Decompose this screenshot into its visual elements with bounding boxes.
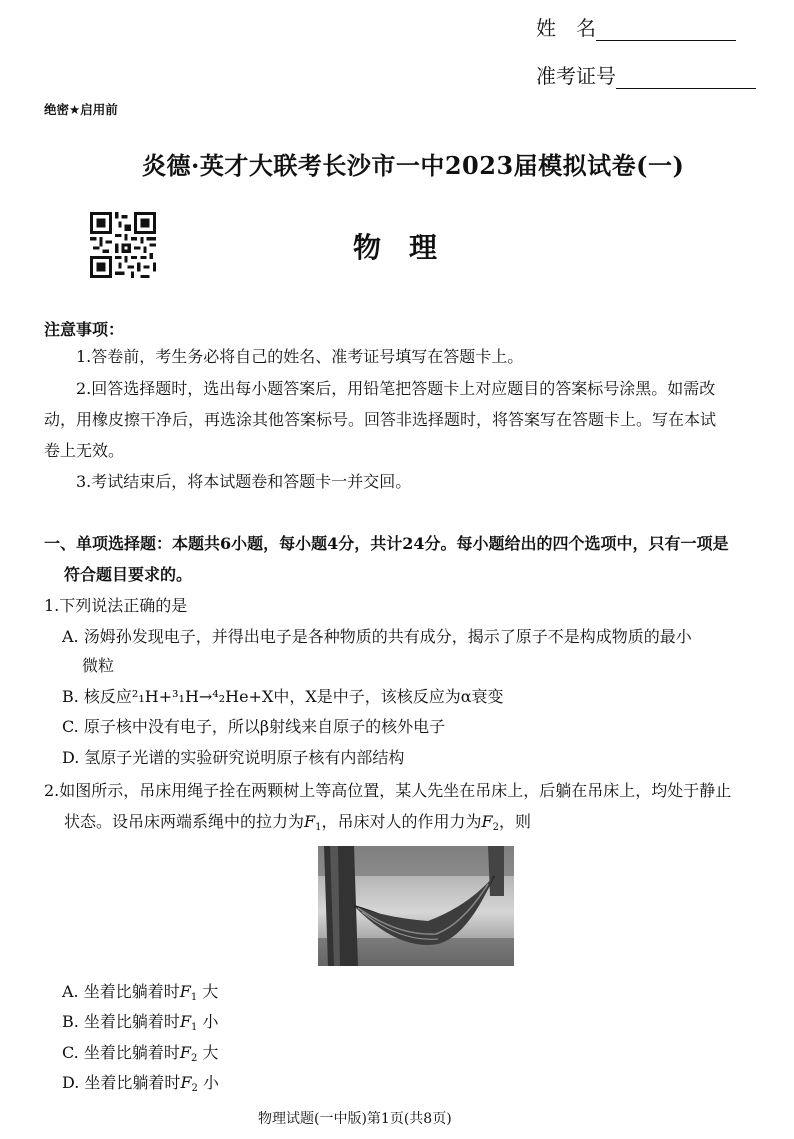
q2-stem-text-mid: ，吊床对人的作用力为 — [321, 812, 482, 831]
force-f2: F — [481, 812, 493, 831]
q2-option-a — [62, 982, 218, 1008]
q2-option-c-end: 大 — [197, 1043, 219, 1062]
q2-option-a-var: F — [179, 982, 191, 1001]
subject-title: 物理 — [353, 231, 466, 264]
confidential-mark: 绝密★启用前 — [44, 102, 118, 117]
name-field — [536, 12, 736, 41]
notes-heading: 注意事项： — [44, 320, 125, 339]
q2-option-c — [62, 1043, 218, 1069]
q2-option-d — [62, 1073, 219, 1099]
q2-option-c-var: F — [179, 1043, 191, 1062]
q2-option-c-text: C. 坐着比躺着时 — [62, 1043, 180, 1062]
q1-option-a: A. 汤姆孙发现电子，并得出电子是各种物质的共有成分，揭示了原子不是构成物质的最小 — [62, 627, 692, 646]
note-item-1: 1.答卷前，考生务必将自己的姓名、准考证号填写在答题卡上。 — [76, 347, 524, 366]
page-footer: 物理试题(一中版)第1页(共8页) — [258, 1111, 452, 1127]
name-label: 姓 名 — [536, 16, 596, 40]
q1-stem: 1.下列说法正确的是 — [44, 596, 188, 615]
q2-stem: 2.如图所示，吊床用绳子拴在两颗树上等高位置，某人先坐在吊床上，后躺在吊床上，均处于静止 — [44, 781, 732, 800]
q2-option-b-var: F — [179, 1012, 192, 1031]
section1-heading: 一、单项选择题：本题共6小题，每小题4分，共计24分。每小题给出的四个选项中，只有一项是 — [44, 534, 729, 553]
section1-heading-cont: 符合题目要求的。 — [64, 565, 193, 584]
note-item-2: 2.回答选择题时，选出每小题答案后，用铅笔把答题卡上对应题目的答案标号涂黑。如需改 — [76, 379, 716, 398]
q2-option-b-sub: 1 — [191, 1022, 198, 1033]
q2-option-a-end: 大 — [197, 982, 219, 1001]
force-f2-sub: 2 — [492, 822, 499, 833]
q1-option-a-cont: 微粒 — [82, 656, 115, 675]
exam-title: 炎德·英才大联考长沙市一中2023届模拟试卷(一) — [142, 151, 685, 180]
name-blank — [596, 18, 736, 41]
q2-option-d-text: D. 坐着比躺着时 — [62, 1073, 181, 1092]
q1-option-d: D. 氢原子光谱的实验研究说明原子核有内部结构 — [62, 748, 405, 767]
q2-stem-text: 状态。设吊床两端系绳中的拉力为 — [64, 812, 305, 831]
q2-stem-cont — [64, 812, 531, 838]
q2-option-a-text: A. 坐着比躺着时 — [62, 982, 180, 1001]
exam-id-field — [536, 60, 756, 89]
q2-option-c-sub: 2 — [190, 1053, 198, 1064]
q2-stem-text-end: ，则 — [499, 812, 532, 831]
q1-option-c: C. 原子核中没有电子，所以β射线来自原子的核外电子 — [62, 717, 446, 736]
q2-option-b-end: 小 — [197, 1012, 219, 1031]
q2-option-d-var: F — [180, 1073, 192, 1092]
q2-option-a-sub: 1 — [190, 992, 198, 1003]
exam-id-blank — [616, 66, 756, 89]
force-f1-sub: 1 — [315, 822, 322, 833]
q2-option-b — [62, 1012, 219, 1038]
force-f1: F — [304, 812, 316, 831]
q2-option-b-text: B. 坐着比躺着时 — [62, 1012, 180, 1031]
qr-code-icon — [90, 212, 156, 282]
note-item-3: 3.考试结束后，将本试题卷和答题卡一并交回。 — [76, 472, 412, 491]
hammock-photo — [318, 846, 514, 966]
q1-option-b: B. 核反应²₁H+³₁H→⁴₂He+X中，X是中子，该核反应为α衰变 — [62, 687, 504, 706]
q2-option-d-sub: 2 — [191, 1083, 198, 1094]
note-item-2-cont: 动，用橡皮擦干净后，再选涂其他答案标号。回答非选择题时，将答案写在答题卡上。写在本试 — [44, 410, 717, 429]
note-item-2-cont2: 卷上无效。 — [44, 441, 125, 460]
exam-id-label: 准考证号 — [536, 64, 616, 88]
q2-option-d-end: 小 — [197, 1073, 220, 1092]
